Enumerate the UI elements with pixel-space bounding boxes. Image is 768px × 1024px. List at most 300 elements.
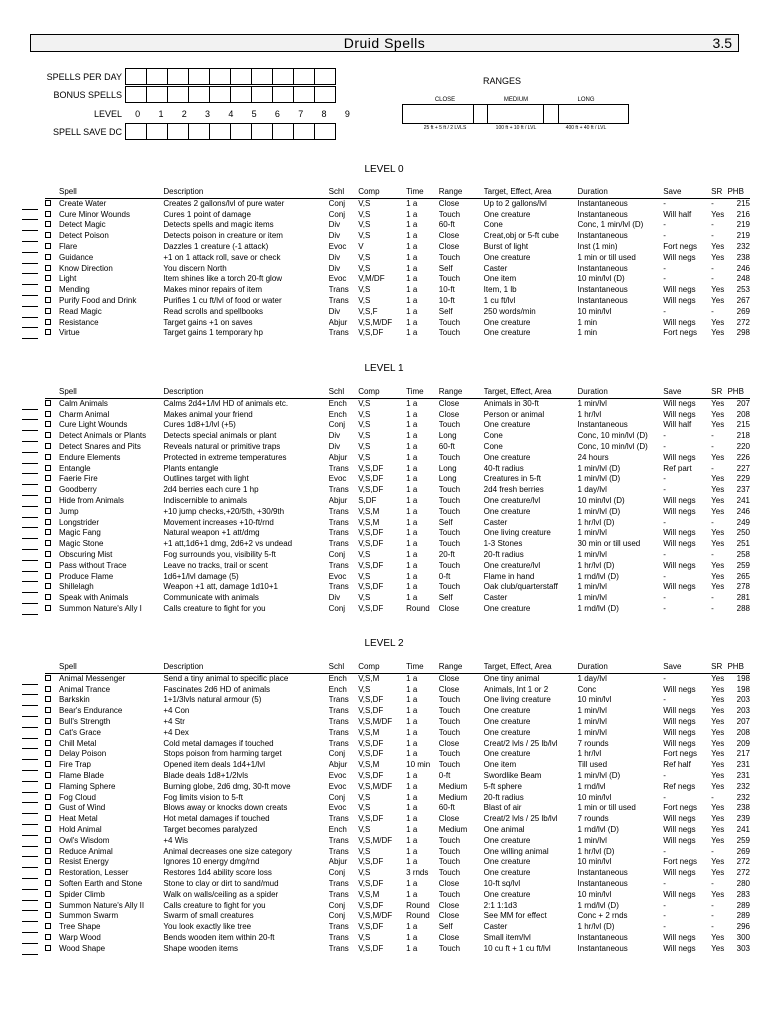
slot-line[interactable] bbox=[22, 219, 38, 220]
spell-name: Magic Stone bbox=[59, 539, 104, 549]
spell-save: - bbox=[663, 485, 666, 495]
spell-save: - bbox=[663, 306, 666, 316]
prepared-checkbox[interactable] bbox=[45, 934, 51, 940]
spell-duration: 1 rnd/lvl (D) bbox=[577, 571, 619, 581]
prepared-checkbox[interactable] bbox=[45, 540, 51, 546]
spell-target: Animals, Int 1 or 2 bbox=[483, 684, 549, 694]
column-header-description: Description bbox=[163, 662, 328, 673]
spell-phb: 209 bbox=[736, 738, 750, 748]
prepared-checkbox[interactable] bbox=[45, 826, 51, 832]
prepared-checkbox[interactable] bbox=[45, 529, 51, 535]
dc-cell[interactable] bbox=[230, 123, 252, 140]
spell-description: Reveals natural or primitive traps bbox=[163, 441, 281, 451]
prepared-checkbox[interactable] bbox=[45, 275, 51, 281]
dc-cell[interactable] bbox=[251, 123, 273, 140]
spell-range: Touch bbox=[438, 727, 461, 737]
prepared-checkbox[interactable] bbox=[45, 912, 51, 918]
slot-line[interactable] bbox=[22, 705, 38, 706]
slot-line[interactable] bbox=[22, 560, 38, 561]
spd-cell[interactable] bbox=[251, 68, 273, 85]
slot-line[interactable] bbox=[22, 759, 38, 760]
column-header-phb: PHB bbox=[727, 387, 750, 398]
prepared-checkbox[interactable] bbox=[45, 221, 51, 227]
spell-row bbox=[45, 771, 750, 782]
prepared-checkbox[interactable] bbox=[45, 551, 51, 557]
spell-save: Will negs bbox=[663, 706, 696, 716]
prepared-checkbox[interactable] bbox=[45, 718, 51, 724]
spell-time: 3 rnds bbox=[406, 868, 429, 878]
slot-line[interactable] bbox=[22, 263, 38, 264]
spell-range: Touch bbox=[438, 716, 461, 726]
spell-name: Spider Climb bbox=[59, 889, 105, 899]
slot-line[interactable] bbox=[22, 921, 38, 922]
spell-save: - bbox=[663, 911, 666, 921]
slot-line[interactable] bbox=[22, 781, 38, 782]
range-long-field[interactable] bbox=[543, 104, 629, 124]
prepared-checkbox[interactable] bbox=[45, 573, 51, 579]
slot-line[interactable] bbox=[22, 738, 38, 739]
spell-row bbox=[45, 572, 750, 583]
slot-line[interactable] bbox=[22, 716, 38, 717]
spd-cell[interactable] bbox=[125, 68, 147, 85]
spell-save: Will negs bbox=[663, 317, 696, 327]
spell-phb: 219 bbox=[736, 231, 750, 241]
spell-sr: Yes bbox=[711, 241, 725, 251]
spell-phb: 208 bbox=[736, 727, 750, 737]
spell-name-cell bbox=[45, 717, 163, 728]
spell-description: Detects spells and magic items bbox=[163, 220, 274, 230]
prepared-checkbox[interactable] bbox=[45, 696, 51, 702]
spell-range: Touch bbox=[438, 706, 461, 716]
slot-line[interactable] bbox=[22, 792, 38, 793]
column-header-description: Description bbox=[163, 387, 328, 398]
range-medium-formula: 100 ft + 10 ft / LVL bbox=[495, 125, 537, 131]
spell-target: Flame in hand bbox=[483, 571, 535, 581]
spell-target: One creature bbox=[483, 835, 531, 845]
spell-time: 1 a bbox=[406, 317, 418, 327]
prepared-checkbox[interactable] bbox=[45, 319, 51, 325]
slot-line[interactable] bbox=[22, 932, 38, 933]
spell-row bbox=[45, 685, 750, 696]
slot-line[interactable] bbox=[22, 694, 38, 695]
prepared-checkbox[interactable] bbox=[45, 761, 51, 767]
spell-time: 1 a bbox=[406, 571, 418, 581]
prepared-checkbox[interactable] bbox=[45, 432, 51, 438]
spell-description: Blows away or knocks down creats bbox=[163, 803, 288, 813]
spell-save: - bbox=[663, 263, 666, 273]
spell-sr: Yes bbox=[711, 673, 725, 683]
column-header-description: Description bbox=[163, 187, 328, 198]
spell-name: Fog Cloud bbox=[59, 792, 96, 802]
spell-sr: - bbox=[711, 220, 714, 230]
prepared-checkbox[interactable] bbox=[45, 454, 51, 460]
spell-duration: 1 min/lvl bbox=[577, 727, 607, 737]
spell-description: Indiscernible to animals bbox=[163, 495, 247, 505]
spell-duration: 1 hr/lvl (D) bbox=[577, 517, 615, 527]
spell-row bbox=[45, 442, 750, 453]
spell-range: Long bbox=[438, 431, 457, 441]
prepared-checkbox[interactable] bbox=[45, 891, 51, 897]
prepared-checkbox[interactable] bbox=[45, 421, 51, 427]
bonus-cell[interactable] bbox=[209, 86, 231, 103]
slot-line[interactable] bbox=[22, 910, 38, 911]
slot-line[interactable] bbox=[22, 306, 38, 307]
slot-line[interactable] bbox=[22, 813, 38, 814]
spell-time: 1 a bbox=[406, 231, 418, 241]
spell-name-cell bbox=[45, 673, 163, 684]
spell-school: Trans bbox=[328, 485, 349, 495]
prepared-checkbox[interactable] bbox=[45, 443, 51, 449]
spell-components: V,S,DF bbox=[358, 738, 384, 748]
slot-line[interactable] bbox=[22, 846, 38, 847]
column-header-sr: SR bbox=[711, 387, 727, 398]
spell-duration: 1 rnd/lvl (D) bbox=[577, 824, 619, 834]
spell-target: One creature bbox=[483, 252, 531, 262]
spell-name: Heat Metal bbox=[59, 814, 98, 824]
spell-phb: 278 bbox=[736, 582, 750, 592]
slot-line[interactable] bbox=[22, 943, 38, 944]
prepared-checkbox[interactable] bbox=[45, 902, 51, 908]
prepared-checkbox[interactable] bbox=[45, 254, 51, 260]
spell-name: Wood Shape bbox=[59, 943, 106, 953]
prepared-checkbox[interactable] bbox=[45, 794, 51, 800]
spell-save: Will negs bbox=[663, 495, 696, 505]
spell-name-cell bbox=[45, 868, 163, 879]
slot-line[interactable] bbox=[22, 835, 38, 836]
slot-line[interactable] bbox=[22, 284, 38, 285]
prepared-checkbox[interactable] bbox=[45, 519, 51, 525]
prepared-checkbox[interactable] bbox=[45, 880, 51, 886]
spell-save: Fort negs bbox=[663, 803, 698, 813]
slot-line[interactable] bbox=[22, 484, 38, 485]
slot-line[interactable] bbox=[22, 824, 38, 825]
spell-school: Trans bbox=[328, 922, 349, 932]
spell-target: Caster bbox=[483, 593, 508, 603]
prepared-checkbox[interactable] bbox=[45, 243, 51, 249]
spell-range: Self bbox=[438, 922, 453, 932]
spell-range: Close bbox=[438, 409, 460, 419]
spd-cell[interactable] bbox=[167, 68, 189, 85]
spell-school: Div bbox=[328, 231, 341, 241]
prepared-checkbox[interactable] bbox=[45, 475, 51, 481]
slot-line[interactable] bbox=[22, 317, 38, 318]
spell-school: Abjur bbox=[328, 317, 348, 327]
spell-description: Shape wooden items bbox=[163, 943, 239, 953]
spell-row bbox=[45, 474, 750, 485]
prepared-checkbox[interactable] bbox=[45, 329, 51, 335]
spell-time: Round bbox=[406, 911, 430, 921]
slot-line[interactable] bbox=[22, 527, 38, 528]
spell-name-cell bbox=[45, 879, 163, 890]
spell-school: Evoc bbox=[328, 803, 347, 813]
spell-save: Will negs bbox=[663, 582, 696, 592]
spell-phb: 241 bbox=[736, 495, 750, 505]
bonus-cell[interactable] bbox=[188, 86, 210, 103]
slot-line[interactable] bbox=[22, 273, 38, 274]
spell-duration: 1 min/lvl bbox=[577, 706, 607, 716]
spell-phb: 231 bbox=[736, 770, 750, 780]
spell-save: - bbox=[663, 603, 666, 613]
slot-line[interactable] bbox=[22, 441, 38, 442]
dc-cell[interactable] bbox=[125, 123, 147, 140]
slot-line[interactable] bbox=[22, 748, 38, 749]
prepared-checkbox[interactable] bbox=[45, 232, 51, 238]
spell-school: Trans bbox=[328, 814, 349, 824]
spell-name-cell bbox=[45, 760, 163, 771]
prepared-checkbox[interactable] bbox=[45, 508, 51, 514]
slot-line[interactable] bbox=[22, 252, 38, 253]
prepared-checkbox[interactable] bbox=[45, 297, 51, 303]
prepared-checkbox[interactable] bbox=[45, 583, 51, 589]
slot-line[interactable] bbox=[22, 603, 38, 604]
spell-row bbox=[45, 847, 750, 858]
prepared-checkbox[interactable] bbox=[45, 308, 51, 314]
prepared-checkbox[interactable] bbox=[45, 837, 51, 843]
spell-range: Close bbox=[438, 198, 460, 208]
spell-description: Calms 2d4+1/lvl HD of animals etc. bbox=[163, 398, 289, 408]
spd-cell[interactable] bbox=[272, 68, 294, 85]
prepared-checkbox[interactable] bbox=[45, 848, 51, 854]
spell-components: V,S,DF bbox=[358, 582, 384, 592]
spell-duration: 10 min/lvl bbox=[577, 695, 612, 705]
prepared-checkbox[interactable] bbox=[45, 750, 51, 756]
level-0-spell-table bbox=[45, 187, 750, 339]
bonus-cell[interactable] bbox=[272, 86, 294, 103]
spell-row bbox=[45, 550, 750, 561]
slot-line[interactable] bbox=[22, 327, 38, 328]
level-numbers bbox=[126, 109, 359, 119]
level-number: 3 bbox=[205, 109, 211, 119]
spell-target: Small item/lvl bbox=[483, 932, 531, 942]
prepared-checkbox[interactable] bbox=[45, 740, 51, 746]
prepared-checkbox[interactable] bbox=[45, 923, 51, 929]
level-number: 9 bbox=[344, 109, 350, 119]
slot-line[interactable] bbox=[22, 517, 38, 518]
spell-name: Read Magic bbox=[59, 306, 102, 316]
spell-description: Target becomes paralyzed bbox=[163, 824, 258, 834]
spell-name-cell bbox=[45, 398, 163, 409]
spell-components: V,S,DF bbox=[358, 922, 384, 932]
slot-line[interactable] bbox=[22, 867, 38, 868]
prepared-checkbox[interactable] bbox=[45, 400, 51, 406]
dc-cell[interactable] bbox=[314, 123, 336, 140]
slot-line[interactable] bbox=[22, 295, 38, 296]
slot-line[interactable] bbox=[22, 684, 38, 685]
spell-range: 0-ft bbox=[438, 770, 451, 780]
slot-line[interactable] bbox=[22, 209, 38, 210]
slot-line[interactable] bbox=[22, 802, 38, 803]
prepared-checkbox[interactable] bbox=[45, 815, 51, 821]
spd-cell[interactable] bbox=[230, 68, 252, 85]
spell-duration: Instantaneous bbox=[577, 285, 628, 295]
prepared-checkbox[interactable] bbox=[45, 465, 51, 471]
slot-line[interactable] bbox=[22, 856, 38, 857]
spell-save: Fort negs bbox=[663, 857, 698, 867]
spd-cell[interactable] bbox=[188, 68, 210, 85]
slot-line[interactable] bbox=[22, 592, 38, 593]
spell-row bbox=[45, 528, 750, 539]
spell-components: V,S bbox=[358, 792, 371, 802]
prepared-checkbox[interactable] bbox=[45, 265, 51, 271]
spell-time: 1 a bbox=[406, 695, 418, 705]
spell-description: Stone to clay or dirt to sand/mud bbox=[163, 878, 279, 888]
spell-school: Trans bbox=[328, 738, 349, 748]
slot-line[interactable] bbox=[22, 571, 38, 572]
spd-cell[interactable] bbox=[209, 68, 231, 85]
slot-line[interactable] bbox=[22, 549, 38, 550]
spell-sr: - bbox=[711, 198, 714, 208]
spell-time: 1 a bbox=[406, 932, 418, 942]
spell-school: Conj bbox=[328, 868, 346, 878]
prepared-checkbox[interactable] bbox=[45, 686, 51, 692]
spell-phb: 231 bbox=[736, 760, 750, 770]
slot-line[interactable] bbox=[22, 452, 38, 453]
spell-sr: Yes bbox=[711, 252, 725, 262]
spell-save: Will negs bbox=[663, 889, 696, 899]
slot-line[interactable] bbox=[22, 954, 38, 955]
spell-school: Trans bbox=[328, 889, 349, 899]
spell-components: V,S,M bbox=[358, 673, 380, 683]
prepared-checkbox[interactable] bbox=[45, 605, 51, 611]
spell-name-cell bbox=[45, 593, 163, 604]
spell-target: Cone bbox=[483, 431, 503, 441]
prepared-checkbox[interactable] bbox=[45, 783, 51, 789]
spell-duration: Instantaneous bbox=[577, 198, 628, 208]
spell-phb: 288 bbox=[736, 603, 750, 613]
spell-phb: 246 bbox=[736, 263, 750, 273]
slot-line[interactable] bbox=[22, 614, 38, 615]
prepared-checkbox[interactable] bbox=[45, 945, 51, 951]
prepared-checkbox[interactable] bbox=[45, 497, 51, 503]
spell-components: V,M/DF bbox=[358, 274, 385, 284]
spell-duration: 30 min or till used bbox=[577, 539, 641, 549]
slot-line[interactable] bbox=[22, 727, 38, 728]
spell-sr: - bbox=[711, 231, 714, 241]
level-label: LEVEL bbox=[93, 109, 122, 119]
prepared-checkbox[interactable] bbox=[45, 211, 51, 217]
spell-sr: Yes bbox=[711, 582, 725, 592]
bonus-cell[interactable] bbox=[146, 86, 168, 103]
spell-components: V,S,DF bbox=[358, 857, 384, 867]
spell-description: You look exactly like tree bbox=[163, 922, 252, 932]
spell-name-cell bbox=[45, 296, 163, 307]
spell-row bbox=[45, 220, 750, 231]
slot-line[interactable] bbox=[22, 538, 38, 539]
spell-name-cell bbox=[45, 431, 163, 442]
spell-description: Communicate with animals bbox=[163, 593, 259, 603]
prepared-checkbox[interactable] bbox=[45, 594, 51, 600]
spell-row bbox=[45, 706, 750, 717]
slot-line[interactable] bbox=[22, 770, 38, 771]
spell-components: V,S,DF bbox=[358, 603, 384, 613]
prepared-checkbox[interactable] bbox=[45, 729, 51, 735]
spell-sr: Yes bbox=[711, 420, 725, 430]
spell-target: Swordlike Beam bbox=[483, 770, 542, 780]
spd-cell[interactable] bbox=[146, 68, 168, 85]
prepared-checkbox[interactable] bbox=[45, 869, 51, 875]
spell-duration: 1 min/lvl bbox=[577, 549, 607, 559]
slot-line[interactable] bbox=[22, 463, 38, 464]
spell-description: Makes minor repairs of item bbox=[163, 285, 263, 295]
prepared-checkbox[interactable] bbox=[45, 772, 51, 778]
spd-cell[interactable] bbox=[314, 68, 336, 85]
slot-line[interactable] bbox=[22, 900, 38, 901]
slot-line[interactable] bbox=[22, 506, 38, 507]
spell-components: V,S,DF bbox=[358, 463, 384, 473]
bonus-cell[interactable] bbox=[314, 86, 336, 103]
bonus-cell[interactable] bbox=[125, 86, 147, 103]
spell-description: Bends wooden item within 20-ft bbox=[163, 932, 275, 942]
dc-cell[interactable] bbox=[272, 123, 294, 140]
spell-time: 1 a bbox=[406, 209, 418, 219]
spell-target: One creature bbox=[483, 749, 531, 759]
prepared-checkbox[interactable] bbox=[45, 707, 51, 713]
spell-sr: Yes bbox=[711, 824, 725, 834]
column-header-sr: SR bbox=[711, 662, 727, 673]
spell-description: Plants entangle bbox=[163, 463, 219, 473]
prepared-checkbox[interactable] bbox=[45, 562, 51, 568]
slot-line[interactable] bbox=[22, 581, 38, 582]
spell-name-cell bbox=[45, 242, 163, 253]
spell-phb: 289 bbox=[736, 900, 750, 910]
prepared-checkbox[interactable] bbox=[45, 200, 51, 206]
slot-line[interactable] bbox=[22, 241, 38, 242]
dc-cell[interactable] bbox=[167, 123, 189, 140]
spell-duration: Conc bbox=[577, 684, 597, 694]
slot-line[interactable] bbox=[22, 338, 38, 339]
prepared-checkbox[interactable] bbox=[45, 411, 51, 417]
dc-cell[interactable] bbox=[146, 123, 168, 140]
bonus-cell[interactable] bbox=[251, 86, 273, 103]
spell-components: V,S,M bbox=[358, 889, 380, 899]
prepared-checkbox[interactable] bbox=[45, 804, 51, 810]
spell-row bbox=[45, 561, 750, 572]
spell-school: Ench bbox=[328, 673, 347, 683]
spell-range: 10-ft bbox=[438, 285, 455, 295]
prepared-checkbox[interactable] bbox=[45, 858, 51, 864]
dc-cell[interactable] bbox=[293, 123, 315, 140]
spell-save: - bbox=[663, 198, 666, 208]
slot-line[interactable] bbox=[22, 230, 38, 231]
dc-cell[interactable] bbox=[209, 123, 231, 140]
spell-phb: 249 bbox=[736, 517, 750, 527]
spell-target: Creatures in 5-ft bbox=[483, 474, 542, 484]
spell-name: Magic Fang bbox=[59, 528, 101, 538]
bonus-cell[interactable] bbox=[293, 86, 315, 103]
slot-line[interactable] bbox=[22, 409, 38, 410]
spell-duration: 1 rnd/lvl (D) bbox=[577, 900, 619, 910]
spell-phb: 246 bbox=[736, 506, 750, 516]
slot-line[interactable] bbox=[22, 473, 38, 474]
slot-line[interactable] bbox=[22, 889, 38, 890]
spell-target: One creature/lvl bbox=[483, 560, 541, 570]
prepared-checkbox[interactable] bbox=[45, 486, 51, 492]
prepared-checkbox[interactable] bbox=[45, 286, 51, 292]
slot-line[interactable] bbox=[22, 495, 38, 496]
spell-save: - bbox=[663, 846, 666, 856]
slot-line[interactable] bbox=[22, 430, 38, 431]
spd-cell[interactable] bbox=[293, 68, 315, 85]
bonus-cell[interactable] bbox=[230, 86, 252, 103]
slot-line[interactable] bbox=[22, 419, 38, 420]
spell-description: +1 att,1d6+1 dmg, 2d6+2 vs undead bbox=[163, 539, 293, 549]
prepared-checkbox[interactable] bbox=[45, 675, 51, 681]
spell-name-cell bbox=[45, 328, 163, 339]
bonus-cell[interactable] bbox=[167, 86, 189, 103]
spell-duration: Instantaneous bbox=[577, 420, 628, 430]
slot-line[interactable] bbox=[22, 878, 38, 879]
dc-cell[interactable] bbox=[188, 123, 210, 140]
